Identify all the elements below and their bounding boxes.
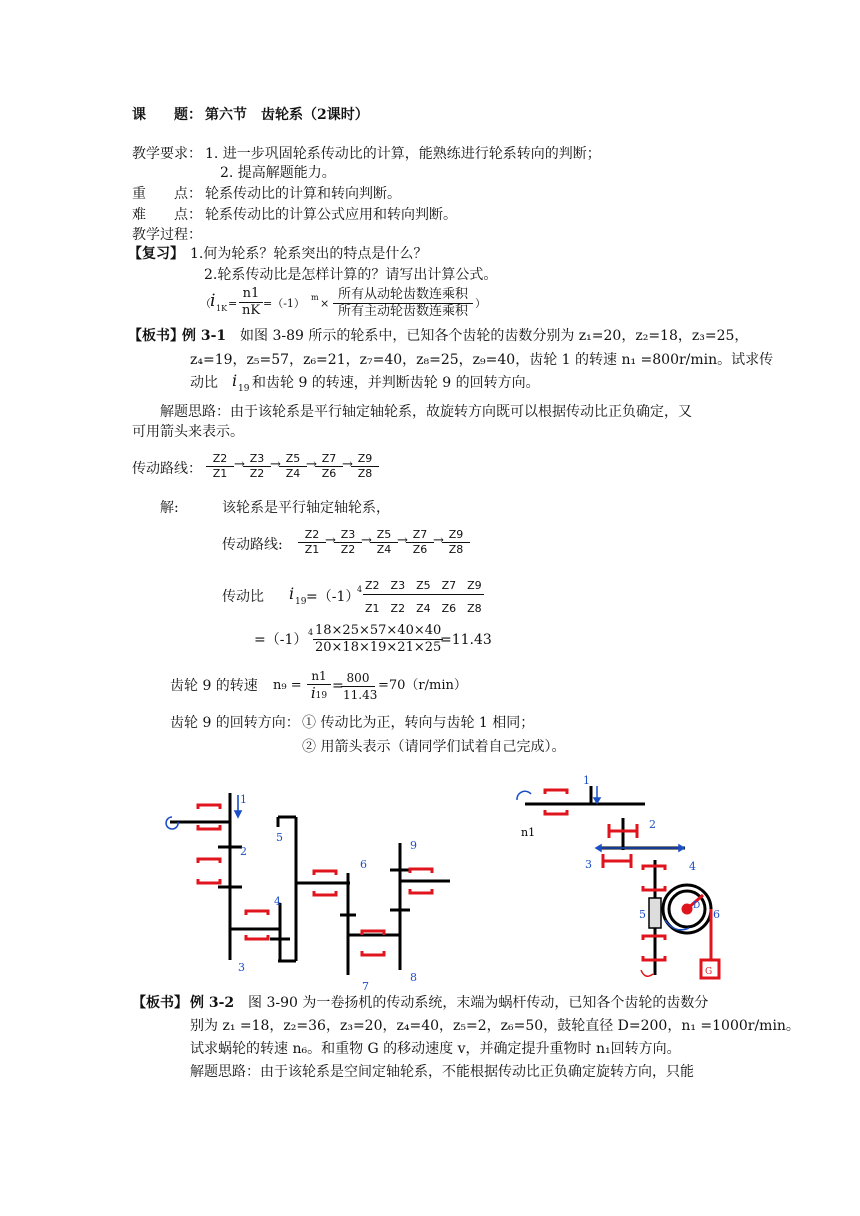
fig1-label-1: 1 [240, 793, 247, 806]
route2-den-2: Z2 [340, 543, 356, 556]
calc-fraction [313, 623, 443, 656]
requirements-label: 教学要求： [132, 146, 202, 162]
fig1-label-2: 2 [240, 845, 247, 858]
route1-den-1: Z1 [212, 467, 228, 480]
speed-result: =70（r/min） [378, 678, 467, 693]
example1-title: 例 3-1 [182, 328, 227, 344]
speed-denominator-2: 11.43 [343, 688, 378, 702]
example1-line-2: z₄=19，z₅=57，z₆=21，z₇=40，z₈=25，z₉=40，齿轮 1 的转速 n₁ =800r/min。试求传 [190, 352, 774, 368]
example2-line-4: 解题思路：由于该轮系是空间定轴轮系，不能根据传动比正负确定旋转方向，只能 [190, 1064, 694, 1080]
example2-tag: 【板书】 [132, 995, 188, 1011]
route1-arrow-1: → [234, 457, 245, 472]
route1-num-4: Z7 [315, 452, 343, 467]
route2-num-3: Z5 [370, 528, 398, 543]
formula-denominator: nK [241, 303, 261, 318]
example1-line-1: 如图 3-89 所示的轮系中，已知各个齿轮的齿数分别为 z₁=20，z₂=18，z₃=25， [240, 328, 749, 344]
route2-arrow-3: → [397, 533, 408, 548]
example2-line-1: 图 3-90 为一卷扬机的传动系统，末端为蜗杆传动，已知各个齿轮的齿数分 [248, 995, 709, 1011]
route1-num-3: Z5 [279, 452, 307, 467]
route1-den-3: Z4 [285, 467, 301, 480]
route2-num-1: Z2 [298, 528, 326, 543]
route1-arrow-2: → [270, 457, 281, 472]
example2-title: 例 3-2 [190, 995, 235, 1011]
difficulty-label: 难 点： [132, 207, 202, 223]
lesson-label: 课 题： [132, 107, 202, 123]
fig1-label-6: 6 [360, 858, 367, 871]
formula-n-fraction [239, 286, 263, 319]
route2-arrow-4: → [433, 533, 444, 548]
solve-text: 该轮系是平行轴定轴轮系， [222, 500, 390, 516]
direction-1: ① 传动比为正，转向与齿轮 1 相同； [302, 715, 535, 731]
speed-lhs: n₉ = [273, 678, 302, 693]
fig1-label-4: 4 [274, 895, 281, 908]
route1-arrow-3: → [306, 457, 317, 472]
formula-lhs-sub: 1K [216, 304, 228, 313]
review-question-1: 1.何为轮系？轮系突出的特点是什么？ [190, 246, 428, 262]
route1-arrow-4: → [342, 457, 353, 472]
route1-den-2: Z2 [249, 467, 265, 480]
route-label: 传动路线： [132, 461, 202, 477]
fig2-label-n1: n1 [521, 826, 536, 839]
formula-times: × [320, 297, 330, 310]
ratio-numerator: Z2 Z3 Z5 Z7 Z9 [363, 578, 484, 595]
route1-num-1: Z2 [206, 452, 234, 467]
speed-fraction-1 [307, 668, 331, 704]
speed-den-sub: 19 [315, 691, 328, 701]
winch-figure [505, 770, 735, 995]
formula-lhs: i [210, 291, 216, 311]
ratio-denominator: Z1 Z2 Z4 Z6 Z8 [365, 602, 482, 615]
example1-i-sub: 19 [238, 384, 250, 394]
ratio-fraction [363, 578, 484, 617]
fig2-label-2: 2 [649, 818, 656, 831]
example1-tag: 【板书】 [128, 328, 184, 344]
formula-teeth-denominator: 所有主动轮齿数连乘积 [337, 304, 468, 319]
route1-den-5: Z8 [357, 467, 373, 480]
route2-den-5: Z8 [448, 543, 464, 556]
ratio-i: i [289, 584, 295, 603]
difficulty-text: 轮系传动比的计算公式应用和转向判断。 [205, 207, 457, 223]
gear-train-figure [150, 775, 470, 995]
route2-den-1: Z1 [304, 543, 320, 556]
fig1-label-3: 3 [238, 961, 245, 974]
route2-arrow-1: → [325, 533, 336, 548]
calc-denominator: 20×18×19×21×25 [315, 640, 442, 655]
ratio-exp: 4 [357, 585, 363, 594]
route2-den-4: Z6 [412, 543, 428, 556]
fig2-label-1: 1 [583, 774, 590, 787]
speed-numerator-2: 800 [341, 670, 375, 687]
formula-sign: =（-1） [263, 297, 305, 310]
direction-label: 齿轮 9 的回转方向： [170, 715, 300, 731]
example1-i: i [232, 371, 238, 390]
route-label-2: 传动路线: [222, 537, 283, 553]
fig2-label-5: 5 [639, 908, 646, 921]
calc-sign: =（-1） [254, 632, 308, 648]
fig1-label-5: 5 [276, 831, 283, 844]
lesson-title: 第六节 齿轮系（2课时） [205, 107, 369, 123]
speed-den-i: i [310, 684, 316, 702]
example2-line-3: 试求蜗轮的转速 n₆。和重物 G 的移动速度 v，并确定提升重物时 n₁回转方向。 [190, 1041, 681, 1057]
example1-idea-2: 可用箭头来表示。 [132, 424, 244, 440]
example1-idea-1: 解题思路：由于该轮系是平行轴定轴轮系，故旋转方向既可以根据传动比正负确定，又 [160, 404, 692, 420]
ratio-sign: =（-1） [306, 589, 360, 605]
formula-numerator: n1 [239, 286, 263, 303]
speed-numerator: n1 [307, 668, 331, 685]
formula-eq: = [228, 297, 238, 310]
route2-den-3: Z4 [376, 543, 392, 556]
formula-close-paren: ） [475, 297, 486, 310]
direction-2: ② 用箭头表示（请同学们试着自己完成）。 [302, 739, 566, 755]
fig1-label-9: 9 [410, 839, 417, 852]
formula-sign-exp: m [311, 293, 319, 302]
route1-num-5: Z9 [351, 452, 379, 467]
calc-exp: 4 [308, 628, 314, 637]
calc-result: =11.43 [440, 632, 492, 648]
route2-arrow-2: → [361, 533, 372, 548]
formula-open-paren: （ [200, 297, 211, 310]
speed-label: 齿轮 9 的转速 [170, 678, 258, 694]
process-label: 教学过程： [132, 227, 202, 243]
fig1-label-7: 7 [362, 980, 369, 993]
requirement-item-1: 1. 进一步巩固轮系传动比的计算，能熟练进行轮系转向的判断； [205, 146, 601, 162]
calc-numerator: 18×25×57×40×40 [315, 623, 442, 638]
formula-teeth-fraction [333, 287, 473, 320]
fig2-label-3: 3 [585, 858, 592, 871]
example2-line-2: 别为 z₁ =18，z₂=36，z₃=20，z₄=40，z₅=2，z₆=50，鼓轮直径 D=200，n₁ =1000r/min。 [190, 1018, 800, 1034]
formula-teeth-numerator: 所有从动轮齿数连乘积 [333, 287, 473, 304]
review-tag: 【复习】 [128, 246, 184, 262]
ratio-i-sub: 19 [295, 597, 307, 607]
fig2-label-4: 4 [689, 860, 696, 873]
review-question-2: 2.轮系传动比是怎样计算的？请写出计算公式。 [204, 267, 498, 283]
route1-den-4: Z6 [321, 467, 337, 480]
fig2-label-D: D [693, 901, 701, 911]
speed-eq: = [332, 678, 344, 694]
example1-line-3b: 和齿轮 9 的转速，并判断齿轮 9 的回转方向。 [252, 375, 540, 391]
ratio-label: 传动比 [222, 589, 264, 605]
route1-num-2: Z3 [243, 452, 271, 467]
fig2-label-G: G [705, 967, 713, 977]
key-point-text: 轮系传动比的计算和转向判断。 [205, 186, 401, 202]
key-point-label: 重 点： [132, 186, 202, 202]
route2-num-2: Z3 [334, 528, 362, 543]
requirement-item-2: 2. 提高解题能力。 [220, 165, 336, 181]
speed-fraction-2 [341, 670, 378, 703]
fig1-label-8: 8 [410, 971, 417, 984]
fig2-label-6: 6 [713, 908, 720, 921]
route2-num-5: Z9 [442, 528, 470, 543]
example1-line-3a: 动比 [190, 375, 218, 391]
solve-label: 解: [160, 500, 179, 516]
route2-num-4: Z7 [406, 528, 434, 543]
